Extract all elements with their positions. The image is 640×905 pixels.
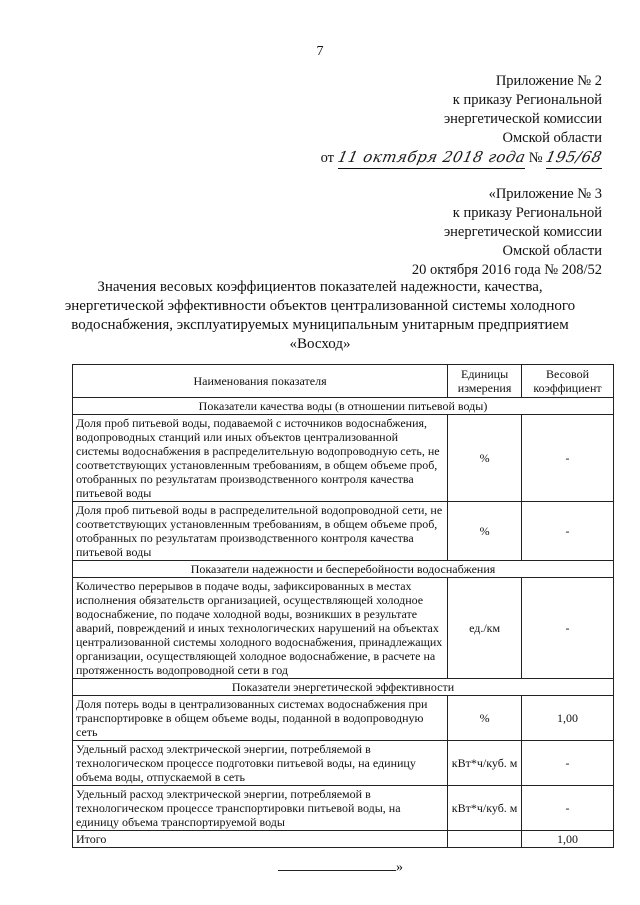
appendix-current-date-line	[320, 148, 605, 169]
section-title: Показатели энергетической эффективности	[73, 679, 614, 696]
indicator-unit: %	[448, 415, 522, 502]
section-row	[73, 679, 614, 696]
appendix-current-line4: Омской области	[502, 130, 602, 146]
appendix-original-line1: «Приложение № 3	[488, 186, 602, 202]
handwritten-number: 195/68	[546, 148, 602, 169]
table-row	[73, 696, 614, 741]
indicator-unit: кВт*ч/куб. м	[448, 786, 522, 831]
closing-quote: »	[396, 860, 403, 875]
table-row	[73, 741, 614, 786]
indicator-coefficient: -	[522, 502, 614, 561]
indicator-coefficient: 1,00	[522, 696, 614, 741]
header-coef: Весовой коэффициент	[522, 365, 614, 398]
closing-underline	[278, 860, 396, 871]
indicator-unit: ед./км	[448, 578, 522, 679]
indicator-unit: %	[448, 696, 522, 741]
closing-line	[278, 860, 403, 876]
header-unit: Единицы измерения	[448, 365, 522, 398]
indicator-name: Доля проб питьевой воды, подаваемой с источников водоснабжения, водопроводных станций или иных объектов централизованной системы водоснабжения в распределительную водопроводную сеть, не соответствующих установленным требованиям, в общем объеме проб, отобранных по результатам производственного контроля качества питьевой воды	[73, 415, 448, 502]
appendix-original-line4: Омской области	[502, 243, 602, 259]
title-line4: «Восход»	[289, 336, 351, 352]
number-prefix: №	[528, 150, 543, 166]
indicator-name: Количество перерывов в подаче воды, зафиксированных в местах исполнения обязательств организацией, осуществляющей холодное водоснабжение, по подаче холодной воды, возникших в результате аварий, повреждений и иных технологических нарушений на объектах централизованной системы холодного водоснабжения, принадлежащих организации, осуществляющей холодное водоснабжение, в расчете на протяженность водопроводной сети в год	[73, 578, 448, 679]
indicator-unit: %	[448, 502, 522, 561]
appendix-current-line3: энергетической комиссии	[443, 111, 602, 127]
table-row	[73, 786, 614, 831]
table-row	[73, 578, 614, 679]
indicator-name: Удельный расход электрической энергии, потребляемой в технологическом процессе транспортировки питьевой воды, на единицу объема транспортируемой воды	[73, 786, 448, 831]
indicator-name: Доля проб питьевой воды в распределительной водопроводной сети, не соответствующих установленным требованиям, в общем объеме проб, отобранных по результатам производственного контроля качества питьевой воды	[73, 502, 448, 561]
appendix-original-line3: энергетической комиссии	[443, 224, 602, 240]
appendix-original-line2: к приказу Региональной	[452, 205, 602, 221]
section-row	[73, 561, 614, 578]
section-title: Показатели качества воды (в отношении питьевой воды)	[73, 398, 614, 415]
appendix-original-line5: 20 октября 2016 года № 208/52	[411, 262, 602, 278]
table-row	[73, 502, 614, 561]
handwritten-date: 11 октября 2018 года	[338, 148, 525, 169]
indicator-coefficient: -	[522, 415, 614, 502]
coefficients-table	[72, 364, 614, 848]
title-line1: Значения весовых коэффициентов показателей надежности, качества,	[97, 279, 543, 295]
header-name: Наименования показателя	[73, 365, 448, 398]
table-row	[73, 415, 614, 502]
total-unit	[448, 831, 522, 848]
indicator-coefficient: -	[522, 786, 614, 831]
table-header-row	[73, 365, 614, 398]
indicator-unit: кВт*ч/куб. м	[448, 741, 522, 786]
indicator-coefficient: -	[522, 741, 614, 786]
indicator-name: Удельный расход электрической энергии, потребляемой в технологическом процессе подготовки питьевой воды, на единицу объема воды, отпускаемой в сеть	[73, 741, 448, 786]
appendix-current-line2: к приказу Региональной	[452, 92, 602, 108]
appendix-current-block	[320, 72, 605, 169]
title-line2: энергетической эффективности объектов централизованной системы холодного	[64, 298, 576, 314]
appendix-current-line1: Приложение № 2	[495, 73, 602, 89]
total-coefficient: 1,00	[522, 831, 614, 848]
section-title: Показатели надежности и бесперебойности водоснабжения	[73, 561, 614, 578]
indicator-name: Доля потерь воды в централизованных системах водоснабжения при транспортировке в общем объеме воды, поданной в водопроводную сеть	[73, 696, 448, 741]
date-prefix: от	[320, 150, 335, 166]
section-row	[73, 398, 614, 415]
total-label: Итого	[73, 831, 448, 848]
title-line3: водоснабжения, эксплуатируемых муниципальным унитарным предприятием	[71, 317, 569, 333]
page-number: 7	[316, 44, 324, 59]
appendix-original-block	[412, 185, 602, 280]
total-row	[73, 831, 614, 848]
indicator-coefficient: -	[522, 578, 614, 679]
document-title	[60, 278, 580, 354]
